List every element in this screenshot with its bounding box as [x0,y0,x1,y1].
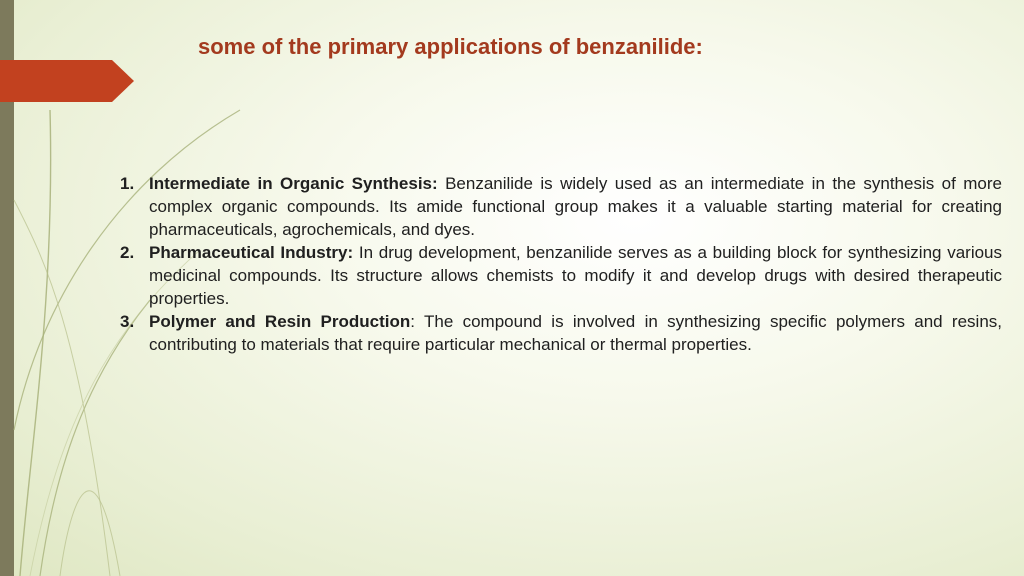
list-item [112,310,1002,356]
item-number: 1. [120,174,135,193]
item-text: In drug development, benzanilide serves as a building block for synthesizing various medicinal compounds. Its structure allows chemists to modify it and develop drugs with desired therapeutic properties. [149,243,1003,308]
list-item [112,172,1002,241]
item-text: : The compound is involved in synthesizing specific polymers and resins, contributing to materials that require particular mechanical or thermal properties. [149,312,1002,354]
item-heading: Polymer and Resin Production [149,312,411,331]
applications-list [112,172,1002,356]
item-heading: Intermediate in Organic Synthesis: [149,174,438,193]
list-item [112,241,1002,310]
slide-title: some of the primary applications of benzanilide: [198,34,703,59]
item-number: 3. [120,312,135,331]
item-heading: Pharmaceutical Industry: [149,243,354,262]
item-text: Benzanilide is widely used as an intermediate in the synthesis of more complex organic compounds. Its amide functional group makes it a valuable starting material for creating pharmaceuticals, agrochemicals, and dyes. [149,174,1002,239]
item-number: 2. [120,243,135,262]
red-arrow-banner [0,60,134,102]
